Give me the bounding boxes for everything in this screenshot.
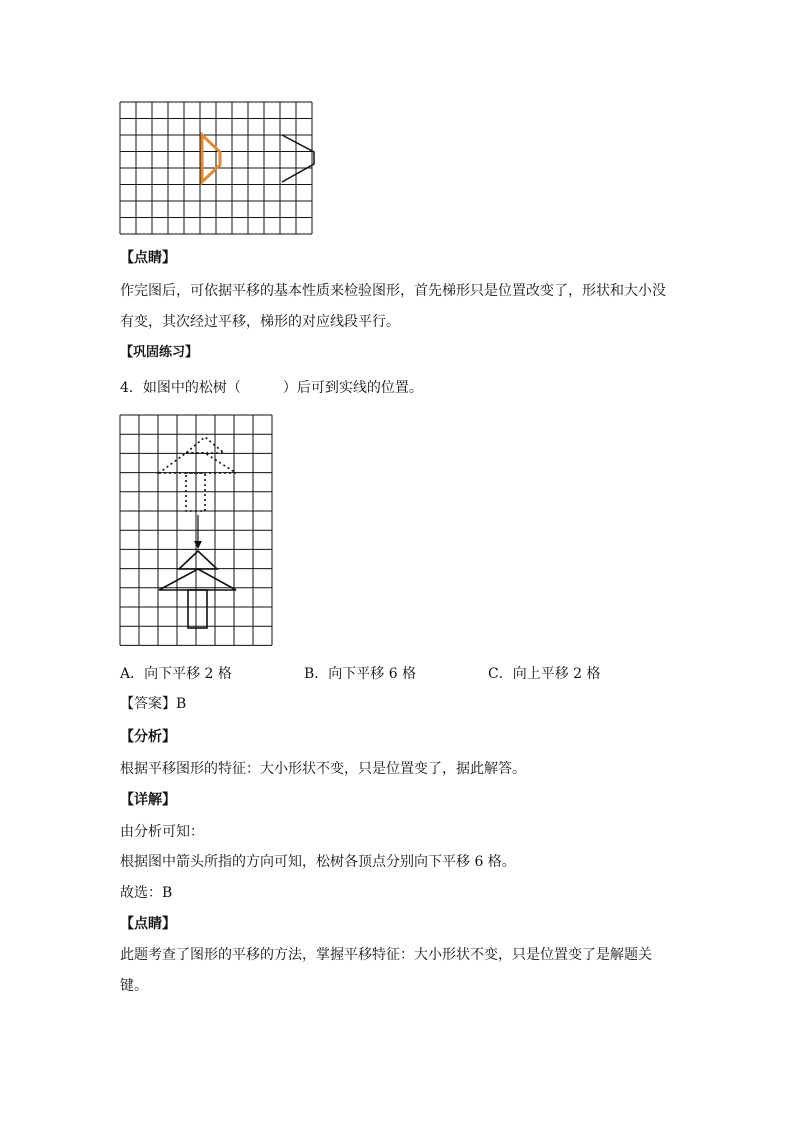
arrow-head-icon — [194, 541, 202, 549]
trapezoid-grid-figure — [120, 102, 320, 242]
section-title: 【巩固练习】 — [120, 345, 199, 360]
original-trapezoid-outline — [282, 135, 314, 182]
answer-text: 【答案】B — [120, 696, 187, 712]
solid-pine-tree — [159, 551, 236, 628]
tip-line-2: 键。 — [120, 978, 148, 994]
review-line-1: 作完图后，可依据平移的基本性质来检验图形，首先梯形只是位置改变了，形状和大小没 — [120, 283, 666, 299]
detail-line-2: 根据图中箭头所指的方向可知，松树各顶点分别向下平移 6 格。 — [120, 854, 516, 870]
orange-trapezoid — [202, 135, 220, 182]
tip-line-1: 此题考查了图形的平移的方法，掌握平移特征：大小形状不变，只是位置变了是解题关 — [120, 947, 652, 963]
analysis-text: 根据平移图形的特征：大小形状不变，只是位置变了，据此解答。 — [120, 761, 526, 777]
dotted-pine-tree — [159, 437, 236, 511]
detail-heading: 【详解】 — [120, 792, 176, 808]
detail-line-1: 由分析可知： — [120, 824, 204, 840]
tip-heading: 【点睛】 — [120, 916, 176, 932]
detail-line-3: 故选：B — [120, 885, 173, 901]
option-c: C．向上平移 2 格 — [488, 666, 601, 682]
pine-tree-grid-figure — [120, 415, 275, 650]
review-heading: 【点睛】 — [120, 250, 176, 266]
question-text: 4．如图中的松树（ ）后可到实线的位置。 — [120, 380, 423, 396]
option-b: B．向下平移 6 格 — [304, 666, 417, 682]
option-a: A．向下平移 2 格 — [120, 666, 232, 682]
analysis-heading: 【分析】 — [120, 729, 176, 745]
review-line-2: 有变，其次经过平移，梯形的对应线段平行。 — [120, 314, 400, 330]
